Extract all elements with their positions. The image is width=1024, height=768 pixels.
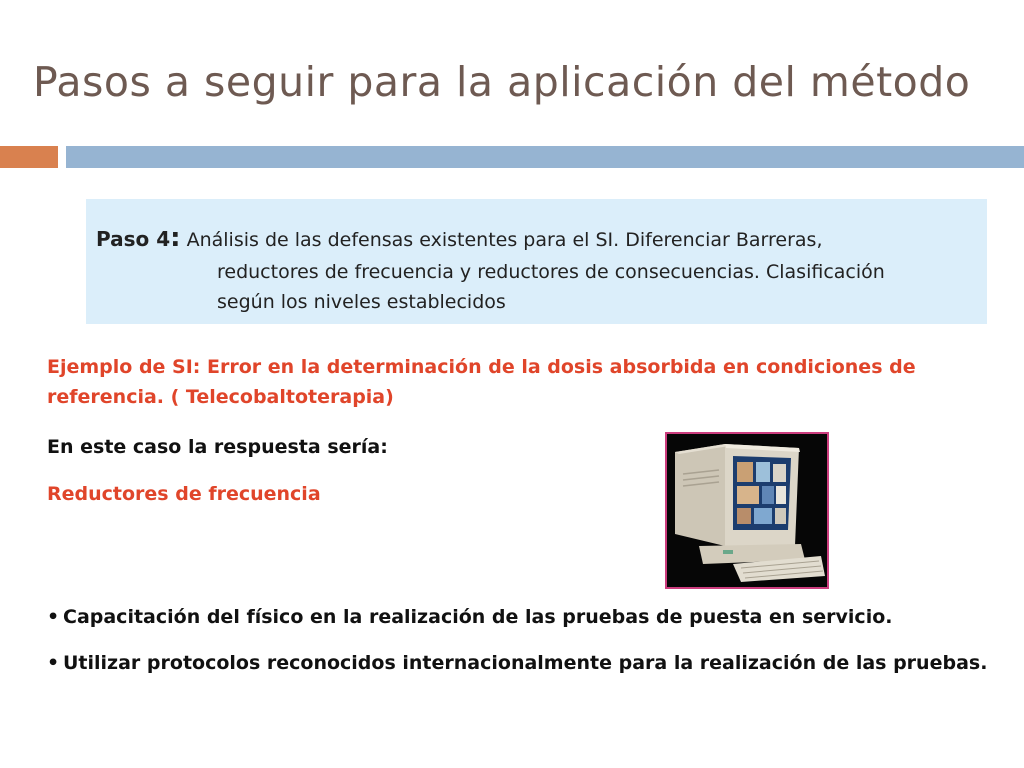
accent-bar-blue	[66, 146, 1024, 168]
step-text-line1: Análisis de las defensas existentes para el SI. Diferenciar Barreras,	[180, 229, 823, 251]
step-colon: :	[170, 223, 181, 253]
example-text: Ejemplo de SI: Error en la determinación de la dosis absorbida en condiciones de referencia. ( Telecobaltoterapia)	[47, 356, 916, 408]
answer-intro: En este caso la respuesta sería:	[47, 436, 388, 458]
answer-category: Reductores de frecuencia	[47, 483, 321, 505]
list-item	[47, 603, 1007, 631]
computer-monitor-icon	[667, 434, 827, 587]
bullet-list	[47, 603, 1007, 695]
step-box	[86, 199, 987, 324]
slide-title: Pasos a seguir para la aplicación del método	[33, 58, 971, 106]
step-heading-line	[96, 223, 975, 253]
step-label: Paso 4	[96, 227, 171, 251]
list-item	[47, 649, 1007, 677]
bullet-text: Utilizar protocolos reconocidos internacionalmente para la realización de las pruebas.	[63, 652, 988, 674]
bullet-marker: •	[47, 652, 60, 674]
bullet-text: Capacitación del físico en la realización de las pruebas de puesta en servicio.	[63, 606, 893, 628]
computer-monitor-illustration	[665, 432, 829, 589]
step-text-rest: reductores de frecuencia y reductores de consecuencias. Clasificación según los niveles establecidos	[217, 261, 885, 313]
accent-bar-orange	[0, 146, 58, 168]
bullet-marker: •	[47, 606, 60, 628]
